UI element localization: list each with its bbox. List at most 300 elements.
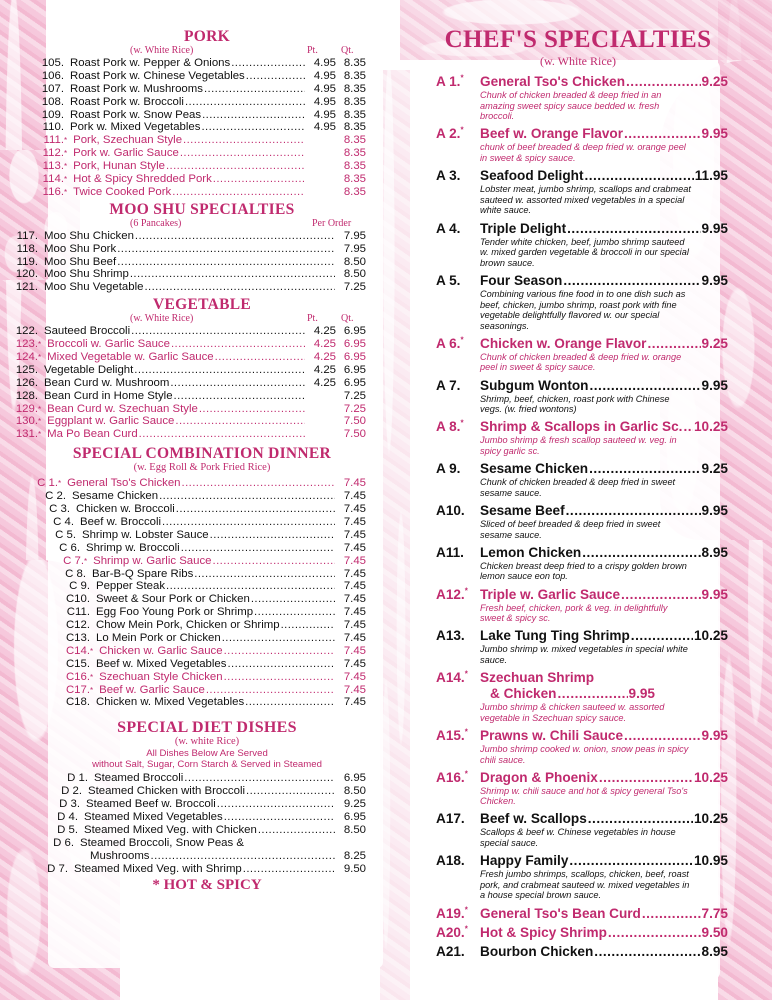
moo-shu-per-order: Per Order	[312, 217, 352, 229]
item-number: 106.	[41, 69, 64, 82]
leader-dots	[131, 325, 305, 338]
item-number: 111.	[43, 134, 64, 147]
item-price-quart: 6.95	[343, 351, 366, 364]
leader-dots	[224, 811, 335, 824]
specialty-description: Chunk of chicken breaded & deep fried in an amazing sweet spicy sauce bedded w. fresh broccoli.	[480, 90, 662, 122]
leader-dots	[194, 568, 335, 581]
item-number: C13.	[65, 631, 90, 644]
specialty-item	[428, 728, 728, 765]
specialty-description: chunk of beef breaded & deep fried w. orange peel in sweet & spicy sauce.	[480, 142, 686, 163]
chef-specialties-title: CHEF'S SPECIALTIES	[444, 26, 712, 53]
menu-item: 130. * Eggplant w. Garlic Sauce ..... 7.50	[8, 415, 366, 428]
spicy-star-icon: *	[464, 586, 468, 596]
item-price: 7.45	[343, 477, 366, 490]
menu-item	[8, 377, 366, 390]
menu-item	[8, 568, 366, 581]
menu-item	[8, 243, 366, 256]
item-price: 8.50	[343, 268, 366, 281]
specialty-item	[428, 670, 728, 723]
item-price: 7.95	[343, 229, 366, 242]
specialty-description: Chunk of chicken breaded & deep fried in sweet sesame sauce.	[480, 477, 676, 498]
specialty-item	[428, 545, 728, 582]
item-price: 8.50	[343, 823, 366, 836]
specialty-code: A14.*	[436, 669, 468, 686]
right-menu-column	[428, 26, 728, 963]
menu-item: 116. * Twice Cooked Pork ..... 8.35	[8, 186, 366, 199]
item-number: C14.	[65, 644, 90, 657]
menu-item	[8, 837, 366, 850]
specialty-code: A15.*	[436, 727, 468, 743]
specialty-name: Bourbon Chicken	[480, 943, 594, 959]
menu-item: C 7. * Shrimp w. Garlic Sauce ..... 7.45	[8, 555, 366, 568]
menu-item: 131. * Ma Po Bean Curd ..... 7.50	[8, 428, 366, 441]
item-name: Chow Mein Pork, Chicken or Shrimp	[96, 619, 280, 632]
item-name: Pork w. Garlic Sauce	[73, 147, 179, 160]
item-price-quart: 8.35	[343, 147, 366, 160]
menu-item	[8, 390, 366, 403]
spicy-star-icon: *	[464, 669, 468, 679]
item-number: 131.	[15, 428, 38, 441]
item-number: D 7.	[47, 862, 68, 875]
item-price-pint: 4.95	[313, 108, 336, 121]
specialty-line	[428, 728, 728, 744]
specialty-price: 10.25	[693, 628, 728, 644]
item-number: 113.	[42, 160, 64, 173]
specialty-price: 8.95	[701, 943, 728, 959]
specialty-description: Fresh jumbo shrimps, scallops, chicken, beef, roast pork, and crabmeat sauteed w. mixed vegetables in a house special brown sauce.	[480, 869, 690, 901]
leader-dots	[231, 57, 305, 70]
item-name: Beef w. Mixed Vegetables	[96, 657, 227, 670]
item-number: C 4.	[53, 515, 74, 528]
item-name: Bar-B-Q Spare Ribs	[92, 567, 194, 580]
menu-item	[8, 83, 366, 96]
menu-item	[8, 230, 366, 243]
item-number: C 7.	[63, 554, 84, 567]
specialty-code: A 6.*	[436, 335, 464, 351]
specialty-name: Dragon & Phoenix	[480, 769, 598, 785]
menu-item	[8, 57, 366, 70]
specialty-price: 9.25	[701, 335, 728, 351]
specialty-item	[428, 336, 728, 373]
spicy-star-icon: *	[460, 125, 464, 135]
menu-item	[8, 863, 366, 876]
specialty-code: A 7.	[436, 377, 461, 393]
item-name: Steamed Mixed Veg. with Chicken	[84, 823, 257, 836]
specialty-price: 11.95	[694, 168, 728, 184]
item-price-quart: 6.95	[343, 363, 366, 376]
specialty-description: Shrimp w. chili sauce and hot & spicy general Tso's Chicken.	[480, 785, 688, 807]
item-name: Mixed Vegetable w. Garlic Sauce	[47, 351, 214, 364]
leader-dots	[281, 619, 335, 632]
leader-dots	[254, 606, 335, 619]
specialty-price: 9.95	[701, 272, 728, 288]
item-price: 8.50	[343, 785, 366, 798]
diet-section	[8, 719, 366, 894]
leader-dots	[134, 364, 305, 377]
specialty-code: A19.*	[436, 905, 468, 921]
leader-dots	[258, 824, 335, 837]
spicy-star-icon: *	[460, 335, 464, 345]
menu-item: 111. * Pork, Szechuan Style ..... 8.35	[8, 134, 366, 147]
specialty-description: Fresh beef, chicken, pork & veg. in delightfully sweet & spicy sc.	[480, 602, 668, 624]
item-name: Steamed Beef w. Broccoli	[86, 798, 216, 811]
specialty-code: A21.	[436, 943, 465, 959]
item-price: 7.45	[343, 606, 366, 619]
specialty-name: Four Season	[480, 272, 563, 288]
item-price: 8.25	[343, 849, 366, 862]
specialty-price: 9.50	[701, 924, 728, 940]
item-price: 7.45	[343, 644, 366, 657]
leader-dots	[683, 419, 693, 435]
item-name: Steamed Mixed Veg. with Shrimp	[74, 862, 242, 875]
specialty-line	[428, 378, 728, 394]
specialty-name: Lemon Chicken	[480, 544, 582, 560]
specialty-line	[428, 273, 728, 289]
item-number: D 5.	[57, 823, 78, 836]
specialty-item	[428, 770, 728, 807]
specialty-item	[428, 419, 728, 456]
specialty-price: 9.95	[701, 126, 728, 142]
specialty-code: A11.	[436, 544, 464, 560]
item-name: Chicken w. Broccoli	[76, 503, 175, 516]
item-name: Pepper Steak	[96, 580, 166, 593]
item-price-quart: 7.25	[343, 389, 366, 402]
item-price: 7.25	[343, 281, 366, 294]
specialty-code: A 5.	[436, 272, 461, 288]
specialty-name: Prawns w. Chili Sauce	[480, 727, 624, 743]
diet-subtitle: (w. white Rice)	[174, 736, 240, 748]
leader-dots	[245, 696, 335, 709]
leader-dots	[246, 785, 335, 798]
specialty-price: 9.95	[701, 586, 728, 602]
pork-list	[8, 57, 366, 199]
specialty-code: A 2.*	[436, 125, 464, 142]
item-number: 108.	[41, 95, 64, 108]
item-price: 7.45	[343, 657, 366, 670]
item-name: Roast Pork w. Broccoli	[70, 95, 184, 108]
menu-item	[8, 593, 366, 606]
pork-title: PORK	[184, 28, 230, 45]
leader-dots	[563, 273, 700, 289]
leader-dots	[589, 461, 700, 477]
item-price-pint: 4.25	[313, 338, 336, 351]
leader-dots	[176, 503, 335, 516]
specialty-item	[428, 628, 728, 665]
leader-dots	[210, 529, 335, 542]
item-name: Shrimp w. Garlic Sauce	[93, 554, 212, 567]
item-name: Moo Shu Pork	[44, 242, 117, 255]
specialty-name: Sesame Beef	[480, 503, 565, 518]
menu-item	[8, 798, 366, 811]
menu-item	[8, 364, 366, 377]
item-name: Roast Pork w. Chinese Vegetables	[70, 69, 245, 82]
item-price-pint: 4.25	[313, 325, 336, 338]
leader-dots	[151, 850, 335, 863]
combo-title: SPECIAL COMBINATION DINNER	[72, 445, 332, 463]
item-number: C11.	[66, 606, 90, 619]
item-number: 130.	[15, 415, 38, 428]
item-number: D 2.	[61, 785, 82, 798]
item-number: 123.	[15, 338, 38, 351]
leader-dots	[117, 256, 335, 269]
item-price-pint: 4.95	[313, 95, 336, 108]
diet-title: SPECIAL DIET DISHES	[117, 719, 297, 737]
leader-dots	[185, 96, 305, 109]
specialty-line	[428, 461, 728, 477]
specialty-name: Lake Tung Ting Shrimp	[480, 628, 630, 644]
item-price: 7.45	[343, 580, 366, 593]
specialty-name: Beef w. Orange Flavor	[480, 126, 624, 142]
specialty-description: Jumbo shrimp w. mixed vegetables in special white sauce.	[480, 644, 688, 665]
specialty-line	[428, 670, 728, 686]
item-name: Hot & Spicy Shredded Pork	[73, 173, 212, 186]
specialty-name: Seafood Delight	[480, 168, 584, 184]
specialty-description: Shrimp, beef, chicken, roast pork with Chinese vegs. (w. fried wontons)	[480, 393, 670, 415]
leader-dots	[243, 863, 335, 876]
specialty-line	[428, 628, 728, 644]
item-name: Lo Mein Pork or Chicken	[96, 631, 221, 644]
item-price: 7.45	[343, 696, 366, 709]
menu-item	[8, 772, 366, 785]
menu-item	[8, 121, 366, 134]
item-price-pint: 4.95	[313, 57, 336, 69]
specialty-description: Lobster meat, jumbo shrimp, scallops and crabmeat sauteed w. assorted mixed vegetables in a special white sauce.	[480, 184, 691, 216]
menu-item: C16. * Szechuan Style Chicken ..... 7.45	[8, 671, 366, 684]
specialty-name: Hot & Spicy Shrimp	[480, 924, 607, 940]
item-name: Pork, Szechuan Style	[73, 134, 183, 147]
item-number: C 2.	[45, 490, 66, 503]
leader-dots	[180, 147, 305, 160]
item-number: C 1.	[37, 477, 58, 490]
item-name: Steamed Mixed Vegetables	[84, 810, 223, 823]
specialty-name: Beef w. Scallops	[480, 811, 587, 827]
leader-dots	[162, 516, 335, 529]
specialty-line	[428, 221, 728, 237]
item-number: D 4.	[57, 810, 78, 823]
item-name: General Tso's Chicken	[67, 477, 181, 490]
specialty-name: Shrimp & Scallops in Garlic Sc.	[480, 419, 683, 435]
item-price: 7.45	[343, 515, 366, 528]
leader-dots	[589, 378, 700, 394]
leader-dots	[588, 811, 693, 827]
leader-dots	[246, 70, 305, 83]
leader-dots	[182, 477, 335, 490]
leader-dots	[584, 168, 693, 184]
item-number: 110.	[42, 121, 64, 134]
item-price: 7.45	[343, 554, 366, 567]
pork-header	[8, 45, 366, 57]
specialty-description: Jumbo shrimp cooked w. onion, snow peas in spicy chili sauce.	[480, 743, 689, 765]
item-name: Chicken w. Mixed Vegetables	[96, 696, 245, 709]
item-name: Steamed Broccoli, Snow Peas &	[80, 836, 244, 849]
specialty-price: 9.25	[701, 461, 728, 477]
specialty-name: General Tso's Bean Curd	[480, 905, 641, 921]
specialty-code: A16.*	[436, 769, 468, 785]
item-price-pint: 4.95	[313, 121, 336, 134]
specialty-item	[428, 587, 728, 624]
item-name: Shrimp w. Lobster Sauce	[82, 528, 209, 541]
menu-item	[8, 516, 366, 529]
leader-dots	[608, 925, 701, 941]
leader-dots	[202, 109, 305, 122]
item-number: 112.	[42, 147, 64, 160]
item-name: Beef w. Broccoli	[80, 515, 162, 528]
menu-item	[8, 658, 366, 671]
menu-item	[8, 70, 366, 83]
item-name: Moo Shu Chicken	[44, 229, 134, 242]
item-number: D 6.	[53, 836, 74, 849]
item-price-quart: 8.35	[343, 95, 366, 108]
specialty-line	[428, 126, 728, 142]
specialty-code: A 8.*	[436, 418, 464, 435]
item-number: C 3.	[49, 503, 70, 516]
item-number: 124.	[15, 351, 38, 364]
menu-item: 129. * Bean Curd w. Szechuan Style ..... 7.25	[8, 403, 366, 416]
menu-item	[8, 268, 366, 281]
item-number: C 8.	[65, 567, 86, 580]
specialty-line	[428, 74, 728, 90]
item-price-quart: 6.95	[343, 325, 366, 338]
leader-dots	[647, 336, 700, 352]
vegetable-col-qt: Qt.	[341, 313, 354, 325]
specialty-code: A 4.	[436, 220, 461, 236]
specialty-code: A 1.*	[436, 73, 464, 89]
menu-item: 124. * Mixed Vegetable w. Garlic Sauce ..... 4.25 6.95	[8, 351, 366, 364]
item-name: Beef w. Garlic Sauce	[99, 683, 205, 696]
item-name: Sauteed Broccoli	[44, 325, 131, 338]
item-number: 126.	[15, 376, 38, 389]
item-number: 122.	[15, 325, 38, 338]
specialty-item	[428, 74, 728, 122]
spicy-star-icon: *	[460, 73, 464, 83]
item-number: C 5.	[55, 528, 76, 541]
leader-dots	[183, 134, 305, 147]
item-number: 129.	[15, 402, 38, 415]
item-price: 7.45	[343, 593, 366, 606]
moo-shu-section	[8, 201, 366, 294]
leader-dots	[624, 126, 701, 142]
item-price: 7.45	[343, 503, 366, 516]
menu-item: 123. * Broccoli w. Garlic Sauce ..... 4.25 6.95	[8, 338, 366, 351]
item-name: Moo Shu Beef	[44, 255, 117, 268]
specialty-item	[428, 273, 728, 331]
item-number: 128.	[15, 389, 38, 402]
specialty-price: 10.25	[693, 811, 728, 827]
leader-dots	[174, 390, 305, 403]
leader-dots	[166, 160, 305, 173]
leader-dots	[184, 772, 335, 785]
item-price-quart: 8.35	[343, 82, 366, 95]
specialty-price: 9.95	[628, 686, 655, 702]
specialty-line	[428, 587, 728, 603]
chef-specialties-subtitle: (w. White Rice)	[540, 54, 616, 68]
leader-dots	[171, 338, 305, 351]
specialty-name: General Tso's Chicken	[480, 74, 626, 89]
pork-col-pt: Pt.	[307, 45, 318, 56]
menu-item	[8, 256, 366, 269]
diet-note-1: All Dishes Below Are Served	[146, 748, 268, 760]
spicy-star-icon: *	[464, 727, 468, 737]
hot-spicy-legend: * HOT & SPICY	[152, 877, 262, 894]
leader-dots	[144, 281, 335, 294]
specialty-description: Chunk of chicken breaded & deep fried w. orange peel in sweet & spicy sauce.	[480, 351, 682, 373]
item-price: 7.45	[343, 490, 366, 503]
item-name: Sesame Chicken	[72, 490, 159, 503]
item-price-quart: 8.35	[343, 173, 366, 186]
leader-dots	[215, 351, 305, 364]
specialty-code: A18.	[436, 853, 465, 869]
vegetable-col-pt: Pt.	[307, 313, 318, 325]
item-number: 114.	[42, 173, 64, 186]
item-price-quart: 8.35	[343, 121, 366, 134]
item-price-quart: 6.95	[343, 338, 366, 351]
specialty-line-continued	[490, 686, 655, 702]
item-number: D 3.	[59, 798, 80, 811]
combo-section	[8, 445, 366, 709]
specialty-description: Sliced of beef breaded & deep fried in sweet sesame sauce.	[480, 519, 661, 540]
item-name: Vegetable Delight	[44, 363, 134, 376]
item-name: Ma Po Bean Curd	[47, 428, 138, 441]
marble-border-center	[380, 70, 410, 1000]
leader-dots	[204, 83, 305, 96]
specialty-line	[428, 925, 728, 941]
item-price-pint: 4.95	[313, 69, 336, 82]
item-number: C17.	[65, 683, 90, 696]
menu-item	[8, 632, 366, 645]
item-price-quart: 7.25	[343, 402, 366, 415]
specialty-line	[428, 853, 728, 869]
leader-dots	[224, 645, 335, 658]
item-number: 125.	[15, 363, 38, 376]
menu-item	[8, 490, 366, 503]
spicy-star-icon: *	[464, 924, 468, 934]
item-price-pint: 4.25	[313, 351, 336, 364]
item-number: 105.	[41, 57, 64, 69]
spicy-star-icon: *	[460, 418, 464, 428]
specialty-code: A17.	[436, 811, 465, 827]
specialty-price: 10.95	[693, 853, 728, 869]
moo-shu-subtitle: (6 Pancakes)	[130, 217, 182, 229]
specialty-line	[428, 944, 728, 960]
leader-dots	[626, 74, 701, 90]
item-name: Sweet & Sour Pork or Chicken	[96, 593, 250, 606]
specialty-price: 9.25	[701, 74, 728, 89]
item-number: C15.	[65, 657, 90, 670]
menu-item	[8, 580, 366, 593]
menu-item	[8, 606, 366, 619]
menu-item: C 1. * General Tso's Chicken ..... 7.45	[8, 477, 366, 490]
item-name: Bean Curd in Home Style	[44, 389, 173, 402]
leader-dots	[135, 230, 335, 243]
specialty-item	[428, 906, 728, 922]
leader-dots	[569, 853, 693, 869]
menu-item	[8, 503, 366, 516]
moo-shu-title: MOO SHU SPECIALTIES	[109, 200, 295, 218]
leader-dots	[117, 243, 335, 256]
moo-shu-list	[8, 230, 366, 294]
item-price-quart: 8.35	[343, 108, 366, 121]
specialty-name-continued: & Chicken	[490, 686, 557, 702]
specialty-item	[428, 811, 728, 848]
specialty-item	[428, 944, 728, 960]
specialty-code: A10.	[436, 503, 465, 518]
item-price-quart: 7.50	[343, 415, 366, 428]
vegetable-title: VEGETABLE	[152, 296, 252, 314]
combo-list	[8, 477, 366, 709]
item-number: D 1.	[67, 772, 88, 785]
item-price: 7.45	[343, 528, 366, 541]
leader-dots	[172, 186, 305, 199]
